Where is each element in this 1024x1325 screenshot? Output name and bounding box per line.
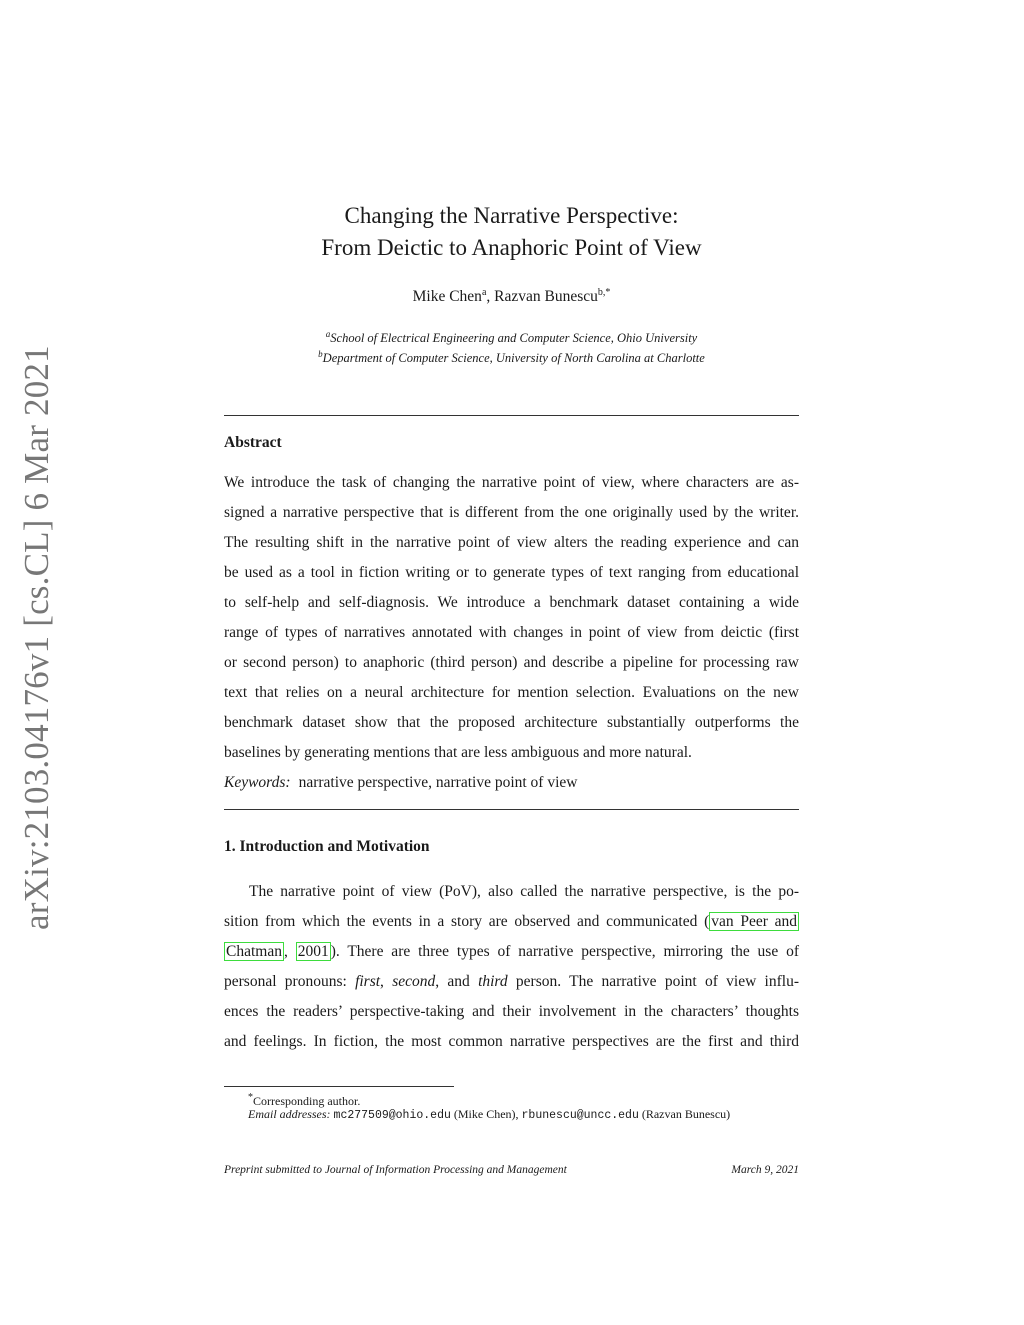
arxiv-identifier-stamp: arXiv:2103.04176v1 [cs.CL] 6 Mar 2021	[17, 345, 56, 930]
abstract-line: range of types of narratives annotated with changes in point of view from deictic (first	[224, 624, 799, 641]
body-text: person. The narrative point of view influ-	[507, 973, 799, 990]
keywords-text: narrative perspective, narrative point of view	[298, 774, 578, 791]
body-text: personal pronouns:	[224, 973, 356, 990]
body-line	[224, 907, 799, 937]
author-name: Razvan Bunescu	[494, 288, 598, 306]
abstract-top-rule	[224, 415, 799, 416]
footnote-text: Corresponding author.	[253, 1094, 361, 1108]
body-line: The narrative point of view (PoV), also called the narrative perspective, is the po-	[249, 883, 799, 900]
email-address[interactable]: rbunescu@uncc.edu	[521, 1109, 639, 1122]
citation-link[interactable]: Chatman	[226, 943, 282, 960]
title-line-2: From Deictic to Anaphoric Point of View	[321, 235, 702, 260]
emphasis-first: first	[355, 973, 381, 990]
section-heading: 1. Introduction and Motivation	[224, 838, 430, 855]
emphasis-third: third	[478, 973, 508, 990]
affiliations	[224, 326, 799, 366]
abstract-heading: Abstract	[224, 434, 282, 451]
section-1-body	[224, 877, 799, 1057]
abstract-line: text that relies on a neural architecture for mention selection. Evaluations on the new	[224, 684, 799, 701]
keywords	[224, 774, 577, 792]
body-text: ,	[283, 943, 296, 960]
email-owner: (Mike Chen),	[450, 1107, 522, 1121]
abstract-bottom-rule	[224, 809, 799, 810]
affiliation-text: Department of Computer Science, University of North Carolina at Charlotte	[322, 351, 705, 366]
author-affil-mark: a	[481, 287, 487, 298]
affiliation-mark: a	[325, 329, 331, 339]
body-text: sition from which the events in a story are observed and communicated (	[224, 913, 710, 930]
abstract-line: or second person) to anaphoric (third person) and describe a pipeline for processing raw	[224, 654, 799, 671]
keywords-label: Keywords:	[224, 774, 291, 791]
footnote-mark: *	[248, 1092, 253, 1103]
citation-link[interactable]: van Peer and	[711, 913, 797, 930]
affiliation-text: School of Electrical Engineering and Computer Science, Ohio University	[330, 331, 698, 346]
author-list	[224, 287, 799, 306]
email-owner: (Razvan Bunescu)	[638, 1107, 731, 1121]
footnote-rule	[224, 1086, 454, 1087]
affiliation-b	[224, 346, 799, 366]
footer-preprint-note: Preprint submitted to Journal of Information Processing and Management	[224, 1164, 567, 1176]
abstract-line: benchmark dataset show that the proposed architecture substantially outperforms the	[224, 714, 799, 731]
abstract-line: signed a narrative perspective that is different from the one originally used by the writer.	[224, 504, 799, 521]
author-separator: ,	[486, 288, 495, 306]
body-text: , and	[435, 973, 479, 990]
body-text: ). There are three types of narrative perspective, mirroring the use of	[330, 943, 799, 960]
footnote-emails	[224, 1106, 799, 1124]
email-label: Email addresses:	[248, 1107, 331, 1121]
abstract-body	[224, 468, 799, 768]
author-name: Mike Chen	[412, 288, 482, 306]
abstract-line: to self-help and self-diagnosis. We introduce a benchmark dataset containing a wide	[224, 594, 799, 611]
abstract-line: We introduce the task of changing the narrative point of view, where characters are as-	[224, 474, 799, 491]
title-line-1: Changing the Narrative Perspective:	[344, 203, 679, 228]
affiliation-a	[224, 326, 799, 346]
body-line: and feelings. In fiction, the most common narrative perspectives are the first and third	[224, 1033, 799, 1050]
email-address[interactable]: mc277509@ohio.edu	[333, 1109, 451, 1122]
page-footer	[224, 1164, 799, 1176]
emphasis-second: second	[392, 973, 436, 990]
affiliation-mark: b	[318, 349, 323, 360]
author-affil-mark: b,*	[597, 287, 611, 298]
footer-date: March 9, 2021	[731, 1164, 799, 1176]
abstract-line: baselines by generating mentions that are less ambiguous and more natural.	[224, 744, 692, 761]
paper-title	[224, 200, 799, 264]
body-text: ,	[380, 973, 393, 990]
body-line: ences the readers’ perspective-taking and their involvement in the characters’ thoughts	[224, 1003, 799, 1020]
abstract-line: be used as a tool in fiction writing or to generate types of text ranging from educational	[224, 564, 799, 581]
body-line	[224, 937, 799, 967]
body-line	[224, 967, 799, 997]
citation-year-link[interactable]: 2001	[297, 943, 329, 960]
abstract-line: The resulting shift in the narrative point of view alters the reading experience and can	[224, 534, 799, 551]
